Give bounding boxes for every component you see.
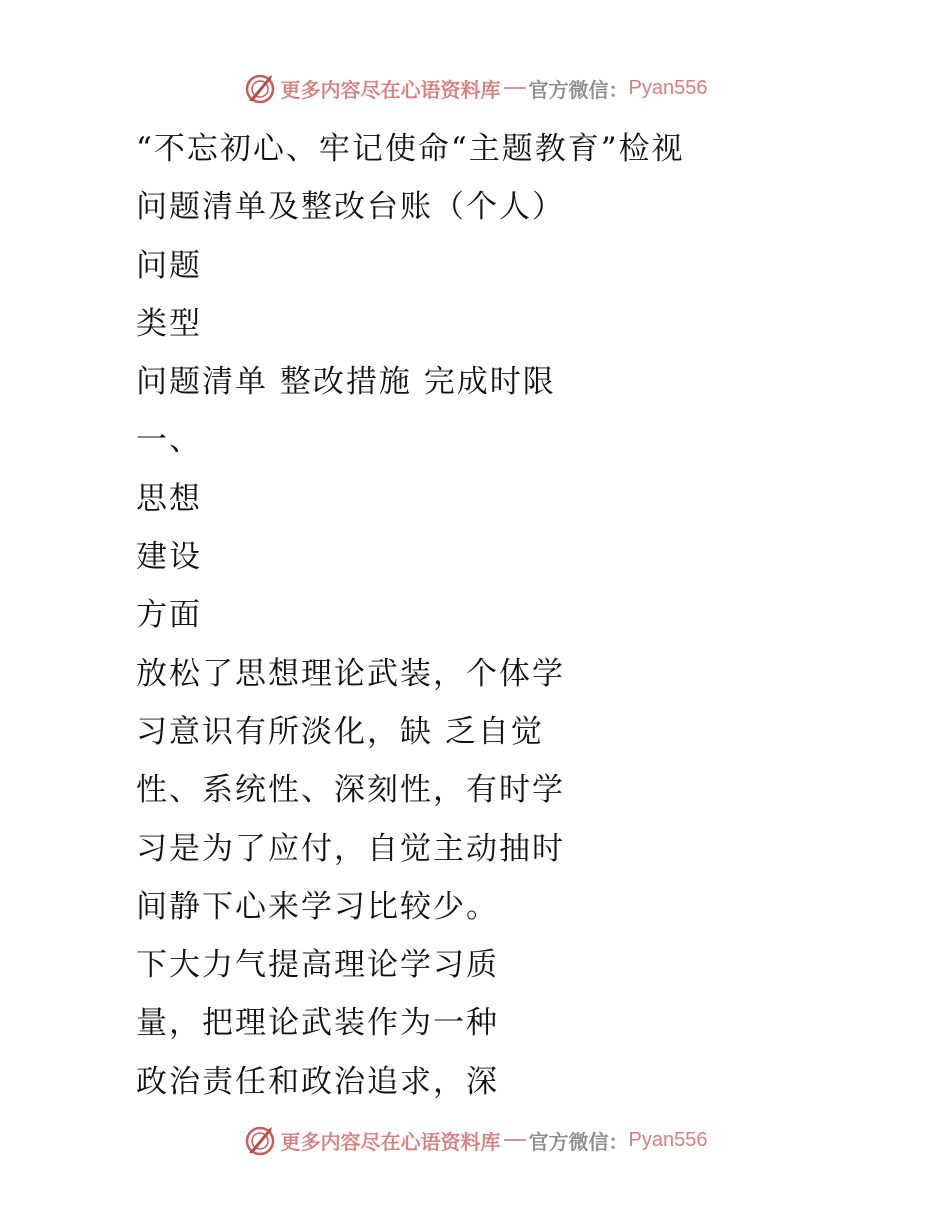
watermark-dash	[504, 1139, 526, 1141]
watermark-text: 更多内容尽在心语资料库	[280, 1129, 501, 1154]
doc-line: 量，把理论武装作为一种	[136, 1005, 499, 1042]
header-watermark	[0, 68, 950, 108]
doc-line: 习是为了应付，自觉主动抽时	[136, 830, 565, 867]
watermark-wechat-id: Pyan556	[628, 76, 708, 99]
document-body	[136, 120, 876, 1111]
quill-logo-icon	[243, 71, 277, 105]
doc-title-line-2: 问题清单及整改台账（个人）	[136, 189, 565, 226]
doc-line: 方面	[136, 597, 202, 634]
doc-line: 放松了思想理论武装，个体学	[136, 655, 565, 692]
doc-line: 一、	[136, 422, 202, 459]
doc-title-line-1: “不忘初心、牢记使命“主题教育”检视	[136, 131, 685, 167]
doc-line: 问题	[136, 247, 202, 284]
watermark-official: 官方微信：	[528, 77, 629, 102]
doc-line: 类型	[136, 305, 202, 342]
doc-line: 建设	[136, 539, 202, 576]
quill-logo-icon	[243, 1123, 277, 1157]
doc-line: 性、系统性、深刻性，有时学	[136, 772, 565, 809]
doc-line: 问题清单 整改措施 完成时限	[136, 364, 556, 401]
doc-line: 间静下心来学习比较少。	[136, 888, 499, 925]
doc-line: 下大力气提高理论学习质	[136, 947, 499, 984]
watermark-text: 更多内容尽在心语资料库	[280, 77, 501, 102]
watermark-dash	[504, 87, 526, 89]
watermark-official: 官方微信：	[528, 1129, 629, 1154]
footer-watermark	[0, 1120, 950, 1160]
doc-line: 思想	[136, 480, 202, 517]
doc-line: 政治责任和政治追求，深	[136, 1063, 499, 1100]
doc-line: 习意识有所淡化，缺 乏自觉	[136, 713, 544, 750]
watermark-wechat-id: Pyan556	[628, 1128, 708, 1151]
